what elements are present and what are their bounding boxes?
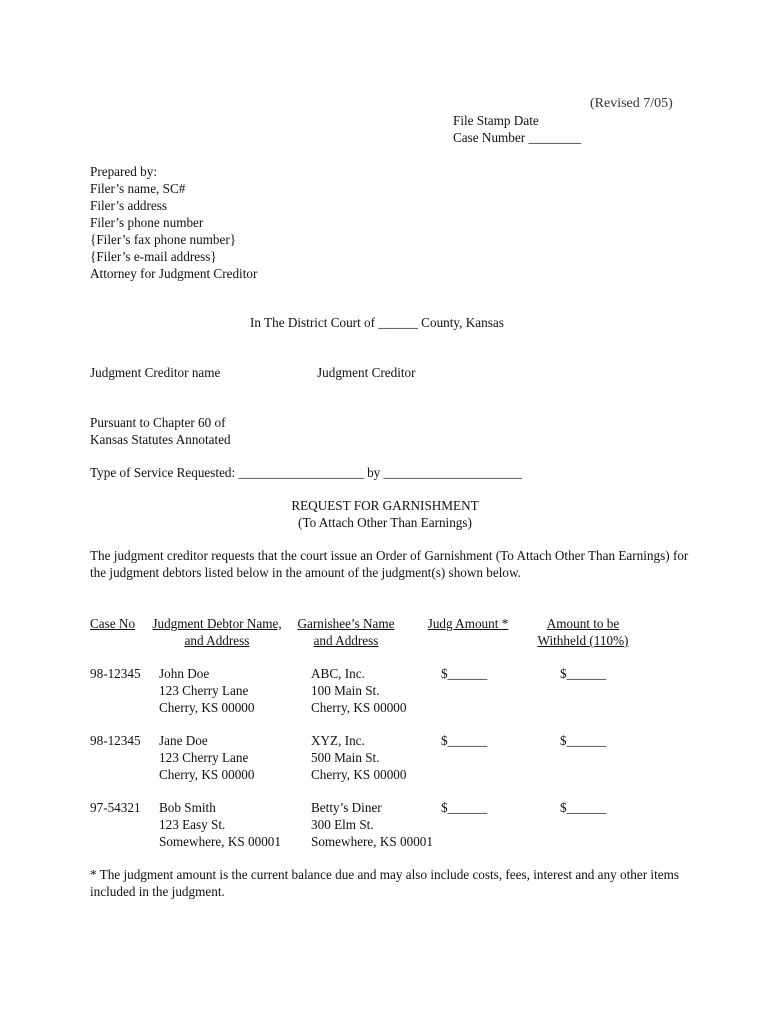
row-debtor: [159, 732, 254, 783]
row-judg-amount: $______: [441, 800, 488, 815]
prepared-by-block: [90, 163, 257, 282]
prepared-by-line: Filer’s address: [90, 198, 168, 213]
garnishee-line: Betty’s Diner: [311, 800, 382, 815]
header-line: Judg Amount *: [427, 616, 509, 631]
row-judg-amount: $______: [441, 733, 488, 748]
title-main: REQUEST FOR GARNISHMENT: [291, 498, 479, 513]
row-withheld: $______: [560, 800, 607, 815]
pursuant-line: Pursuant to Chapter 60 of: [90, 415, 226, 430]
header-line: and Address: [313, 633, 379, 648]
prepared-by-line: Attorney for Judgment Creditor: [90, 266, 258, 281]
document-title: [0, 497, 770, 531]
prepared-by-line: Filer’s phone number: [90, 215, 204, 230]
intro-paragraph: The judgment creditor requests that the court issue an Order of Garnishment (To Attach Other Than Earnings) for the judgment debtors listed below in the amount of the judgment(s) shown below.: [90, 548, 689, 580]
row-debtor: [159, 799, 281, 850]
debtor-line: Bob Smith: [159, 800, 216, 815]
row-garnishee: [311, 799, 433, 850]
debtor-line: Cherry, KS 00000: [159, 767, 255, 782]
row-garnishee: [311, 732, 406, 783]
service-requested-line: Type of Service Requested: ___________________ by _____________________: [90, 465, 523, 480]
footnote: * The judgment amount is the current balance due and may also include costs, fees, interest and any other items included in the judgment.: [90, 867, 679, 899]
title-sub: (To Attach Other Than Earnings): [298, 515, 472, 530]
pursuant-statute: [90, 414, 231, 448]
row-debtor: [159, 665, 254, 716]
garnishee-line: Somewhere, KS 00001: [311, 834, 433, 849]
court-caption: In The District Court of ______ County, Kansas: [250, 315, 504, 330]
garnishee-line: XYZ, Inc.: [311, 733, 365, 748]
row-case-no: 98-12345: [90, 733, 141, 748]
prepared-by-line: {Filer’s fax phone number}: [90, 232, 237, 247]
debtor-line: John Doe: [159, 666, 210, 681]
header-garnishee: [293, 615, 399, 649]
garnishee-line: Cherry, KS 00000: [311, 767, 407, 782]
debtor-line: 123 Cherry Lane: [159, 683, 249, 698]
revision-date: (Revised 7/05): [590, 96, 673, 111]
garnishee-line: 100 Main St.: [311, 683, 380, 698]
prepared-by-line: Filer’s name, SC#: [90, 181, 186, 196]
row-judg-amount: $______: [441, 666, 488, 681]
garnishee-line: ABC, Inc.: [311, 666, 365, 681]
debtor-line: Jane Doe: [159, 733, 208, 748]
debtor-line: 123 Cherry Lane: [159, 750, 249, 765]
file-stamp-block: [453, 112, 581, 146]
debtor-line: 123 Easy St.: [159, 817, 226, 832]
case-number-field: Case Number ________: [453, 130, 582, 145]
debtor-line: Cherry, KS 00000: [159, 700, 255, 715]
judgment-creditor-name: Judgment Creditor name: [90, 365, 221, 380]
header-line: Garnishee’s Name: [297, 616, 395, 631]
garnishee-line: 300 Elm St.: [311, 817, 374, 832]
prepared-by-line: Prepared by:: [90, 164, 158, 179]
file-stamp-date-label: File Stamp Date: [453, 113, 539, 128]
header-withheld: [533, 615, 633, 649]
judgment-creditor-role: Judgment Creditor: [317, 365, 416, 380]
pursuant-line: Kansas Statutes Annotated: [90, 432, 231, 447]
prepared-by-line: {Filer’s e-mail address}: [90, 249, 217, 264]
garnishee-line: 500 Main St.: [311, 750, 380, 765]
row-withheld: $______: [560, 733, 607, 748]
header-debtor: [148, 615, 286, 649]
debtor-line: Somewhere, KS 00001: [159, 834, 281, 849]
row-withheld: $______: [560, 666, 607, 681]
header-line: Amount to be: [546, 616, 620, 631]
header-line: and Address: [184, 633, 250, 648]
header-line: Judgment Debtor Name,: [152, 616, 282, 631]
header-line: Case No: [90, 616, 136, 631]
row-case-no: 98-12345: [90, 666, 141, 681]
header-line: Withheld (110%): [537, 633, 629, 648]
header-case-no: [90, 615, 135, 632]
row-case-no: 97-54321: [90, 800, 141, 815]
header-judg-amount: [424, 615, 512, 632]
row-garnishee: [311, 665, 406, 716]
garnishee-line: Cherry, KS 00000: [311, 700, 407, 715]
